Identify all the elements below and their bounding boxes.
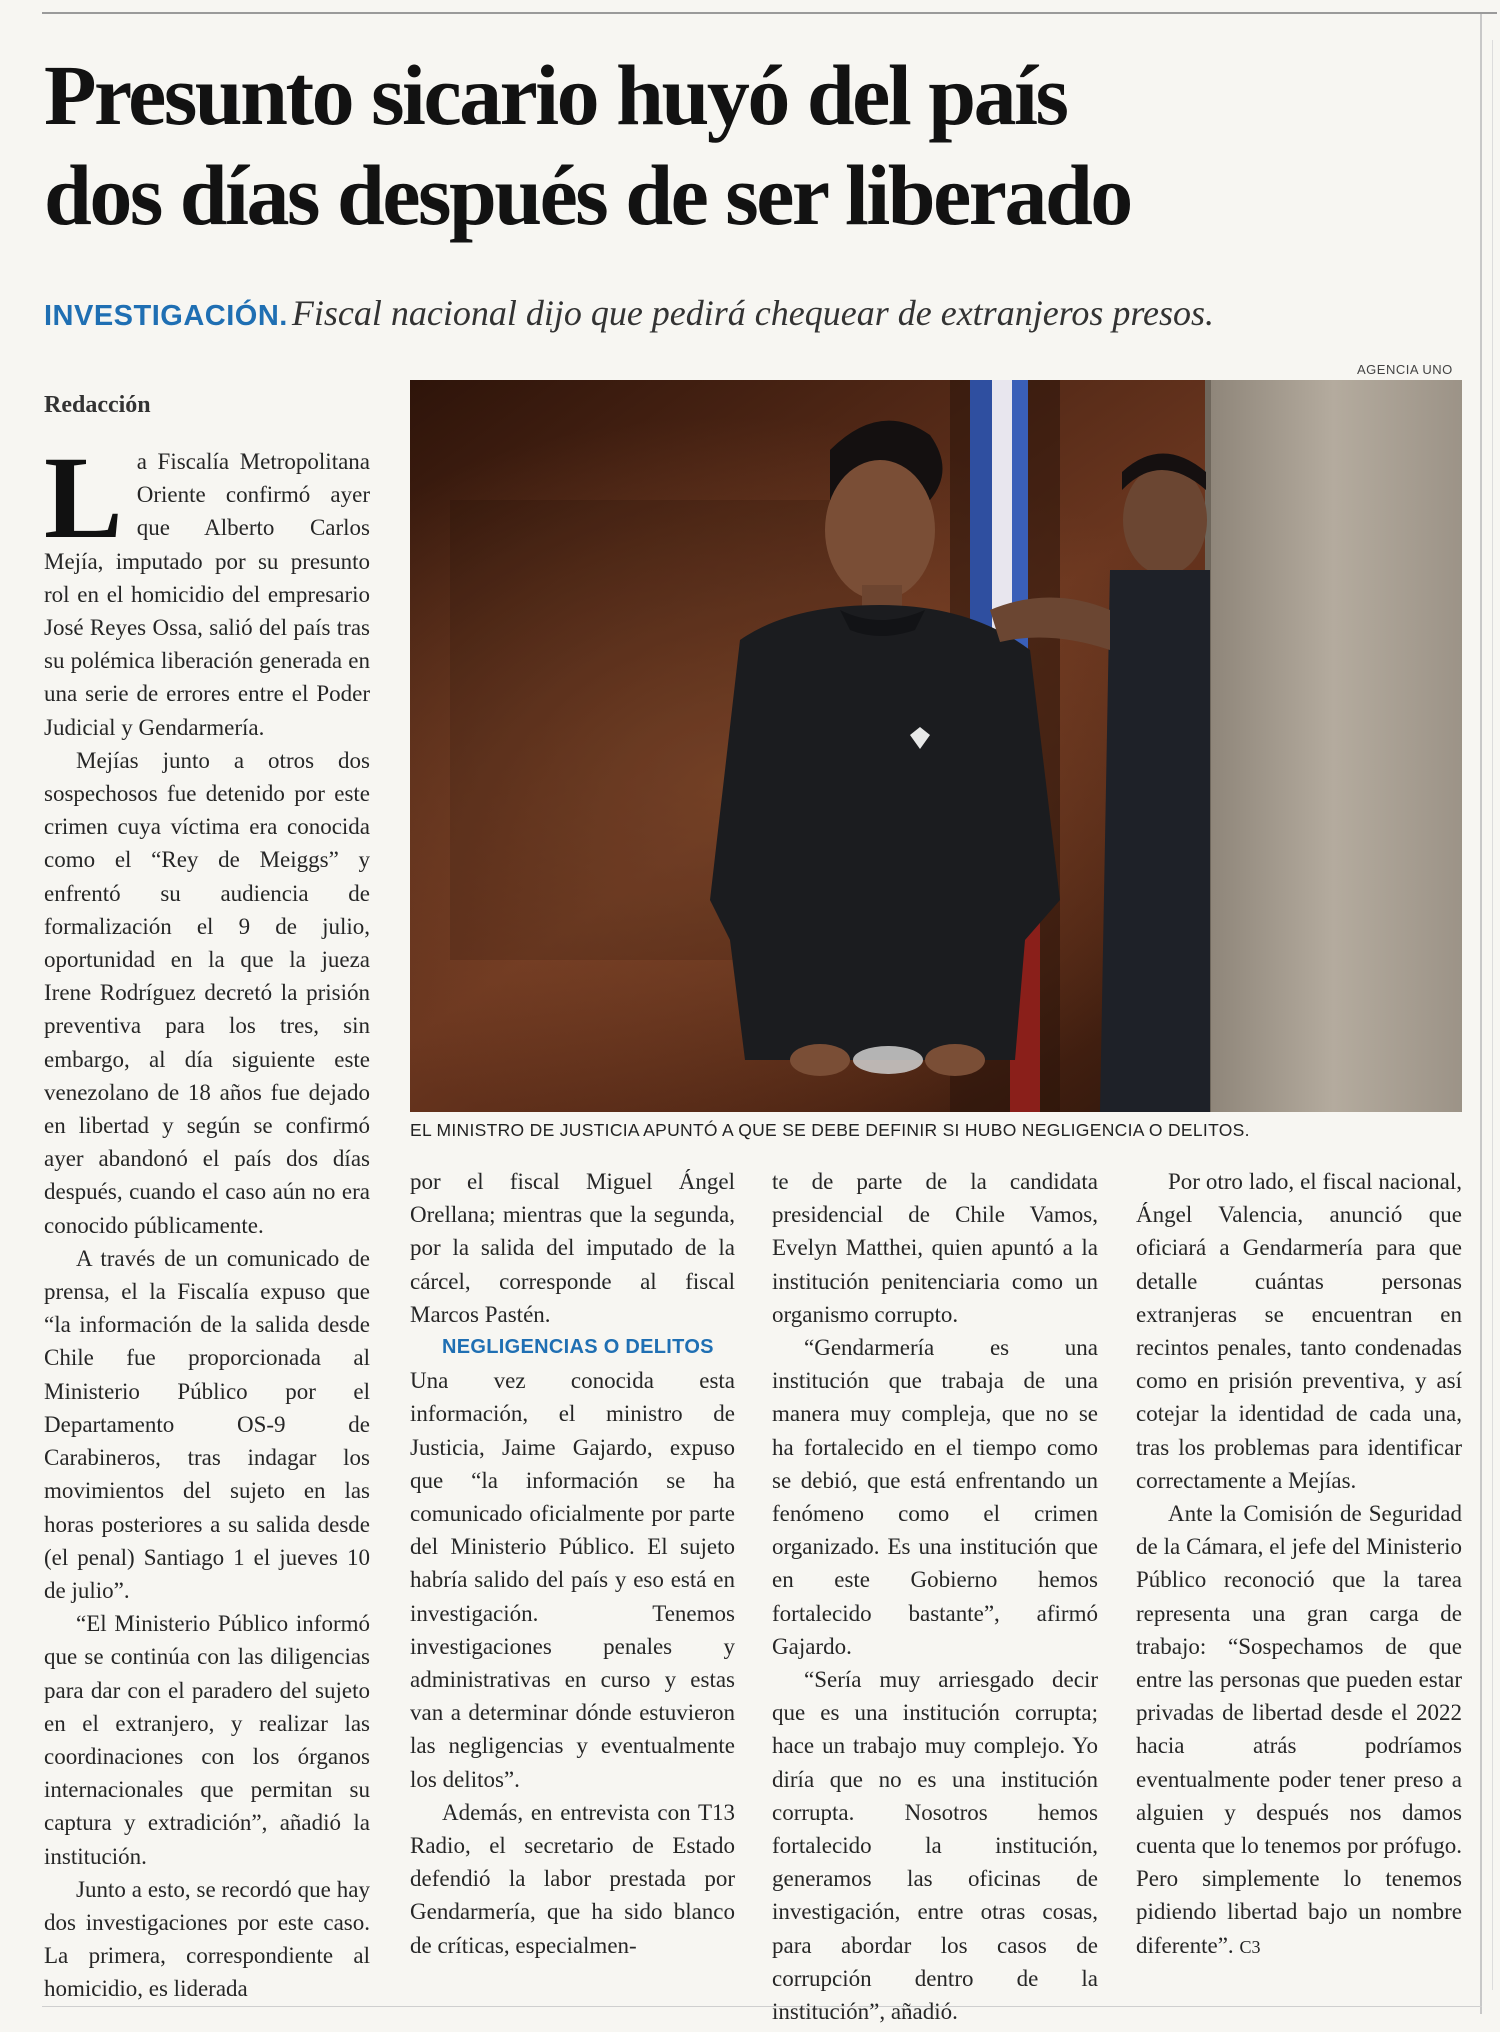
- drop-cap: L: [44, 432, 123, 563]
- headline: [44, 45, 1464, 245]
- paragraph-13-text: Ante la Comisión de Seguridad de la Cámara, el jefe del Ministerio Público reconoció que la tarea representa una gran carga de trabajo: “Sospechamos de que entre las personas que pueden estar privadas de libertad desde el 2022 hacia atrás podríamos eventualmente poder tener preso a alguien y después nos damos cuenta que lo tenemos por prófugo. Pero simplemente lo tenemos pidiendo libertad bajo un nombre diferente”.: [1136, 1501, 1462, 1958]
- headline-line-2: dos días después de ser liberado: [44, 147, 1131, 243]
- article-column-4: [1136, 1165, 1462, 1964]
- section-subhead: NEGLIGENCIAS O DELITOS: [442, 1336, 714, 1359]
- right-column-rule: [1480, 14, 1482, 2014]
- paragraph-4: “El Ministerio Público informó que se continúa con las diligencias para dar con el paradero del sujeto en el extranjero, y realizar las coordinaciones con los órganos internacionales que permitan su captura y extradición”, añadió la institución.: [44, 1611, 370, 1869]
- end-mark: C3: [1239, 1936, 1261, 1957]
- paragraph-5: Junto a esto, se recordó que hay dos investigaciones por este caso. La primera, correspondiente al homicidio, es liderada: [44, 1876, 370, 2002]
- paragraph-12: Por otro lado, el fiscal nacional, Ángel Valencia, anunció que oficiará a Gendarmería para que detalle cuántas personas extranjeras se encuentran en recintos penales, tanto condenadas como en prisión preventiva, y así cotejar la identidad de cada una, tras los problemas para identificar correctamente a Mejías.: [1136, 1169, 1462, 1493]
- paragraph-6: por el fiscal Miguel Ángel Orellana; mientras que la segunda, por la salida del imputado de la cárcel, corresponde al fiscal Marcos Pastén.: [410, 1169, 735, 1327]
- headline-line-1: Presunto sicario huyó del país: [44, 47, 1067, 143]
- top-rule: [42, 12, 1497, 14]
- paragraph-10: “Gendarmería es una institución que trabaja de una manera muy compleja, que no se ha fortalecido en el tiempo como se debió, que está enfrentando un fenómeno como el crimen organizado. Es una institución que en este Gobierno hemos fortalecido bastante”, afirmó Gajardo.: [772, 1335, 1098, 1659]
- paragraph-1: a Fiscalía Metropolitana Oriente confirmó ayer que Alberto Carlos Mejía, imputado por su presunto rol en el homicidio del empresario José Reyes Ossa, salió del país tras su polémica liberación generada en una serie de errores entre el Poder Judicial y Gendarmería.: [44, 449, 370, 740]
- photo-caption: EL MINISTRO DE JUSTICIA APUNTÓ A QUE SE DEBE DEFINIR SI HUBO NEGLIGENCIA O DELITOS.: [410, 1120, 1250, 1140]
- section-kicker: INVESTIGACIÓN.: [44, 300, 288, 332]
- deck: Fiscal nacional dijo que pedirá chequear de extranjeros presos.: [291, 293, 1215, 333]
- news-photo-illustration: [410, 380, 1462, 1112]
- paragraph-8: Además, en entrevista con T13 Radio, el secretario de Estado defendió la labor prestada por Gendarmería, que ha sido blanco de críticas, especialmen-: [410, 1799, 735, 1958]
- paragraph-13: [1136, 1497, 1462, 1964]
- news-photo: [410, 380, 1462, 1112]
- paragraph-11: “Sería muy arriesgado decir que es una institución corrupta; hace un trabajo muy complejo. Yo diría que no es una institución corrupta. Nosotros hemos fortalecido la institución, generamos las oficinas de investigación, entre otras cosas, para abordar los casos de corrupción dentro de la institución”, añadió.: [772, 1667, 1098, 2025]
- article-column-2: [410, 1165, 735, 1962]
- paragraph-3: A través de un comunicado de prensa, el la Fiscalía expuso que “la información de la salida desde Chile fue proporcionada al Ministerio Público por el Departamento OS-9 de Carabineros, tras indagar los movimientos del sujeto en las horas posteriores a su salida desde (el penal) Santiago 1 el jueves 10 de julio”.: [44, 1245, 370, 1603]
- subheadline: [44, 292, 1474, 334]
- article-column-1: [44, 432, 370, 2006]
- bottom-rule: [42, 2006, 1482, 2007]
- paragraph-7: Una vez conocida esta información, el ministro de Justicia, Jaime Gajardo, expuso que “la información se ha comunicado oficialmente por parte del Ministerio Público. El sujeto habría salido del país y eso está en investigación. Tenemos investigaciones penales y administrativas en curso y estas van a determinar dónde estuvieron las negligencias y eventualmente los delitos”.: [410, 1368, 735, 1792]
- paragraph-9: te de parte de la candidata presidencial de Chile Vamos, Evelyn Matthei, quien apuntó a la institución penitenciaria como un organismo corrupto.: [772, 1169, 1098, 1327]
- right-edge-rule: [1492, 40, 1493, 1990]
- article-column-3: [772, 1165, 1098, 2028]
- photo-credit: AGENCIA UNO: [1357, 362, 1453, 377]
- paragraph-2: Mejías junto a otros dos sospechosos fue detenido por este crimen cuya víctima era conocida como el “Rey de Meiggs” y enfrentó su audiencia de formalización el 9 de julio, oportunidad en la que la jueza Irene Rodríguez decretó la prisión preventiva para los tres, sin embargo, al día siguiente este venezolano de 18 años fue dejado en libertad y según se confirmó ayer abandonó el país dos días después, cuando el caso aún no era conocido públicamente.: [44, 747, 370, 1238]
- byline: Redacción: [44, 392, 151, 418]
